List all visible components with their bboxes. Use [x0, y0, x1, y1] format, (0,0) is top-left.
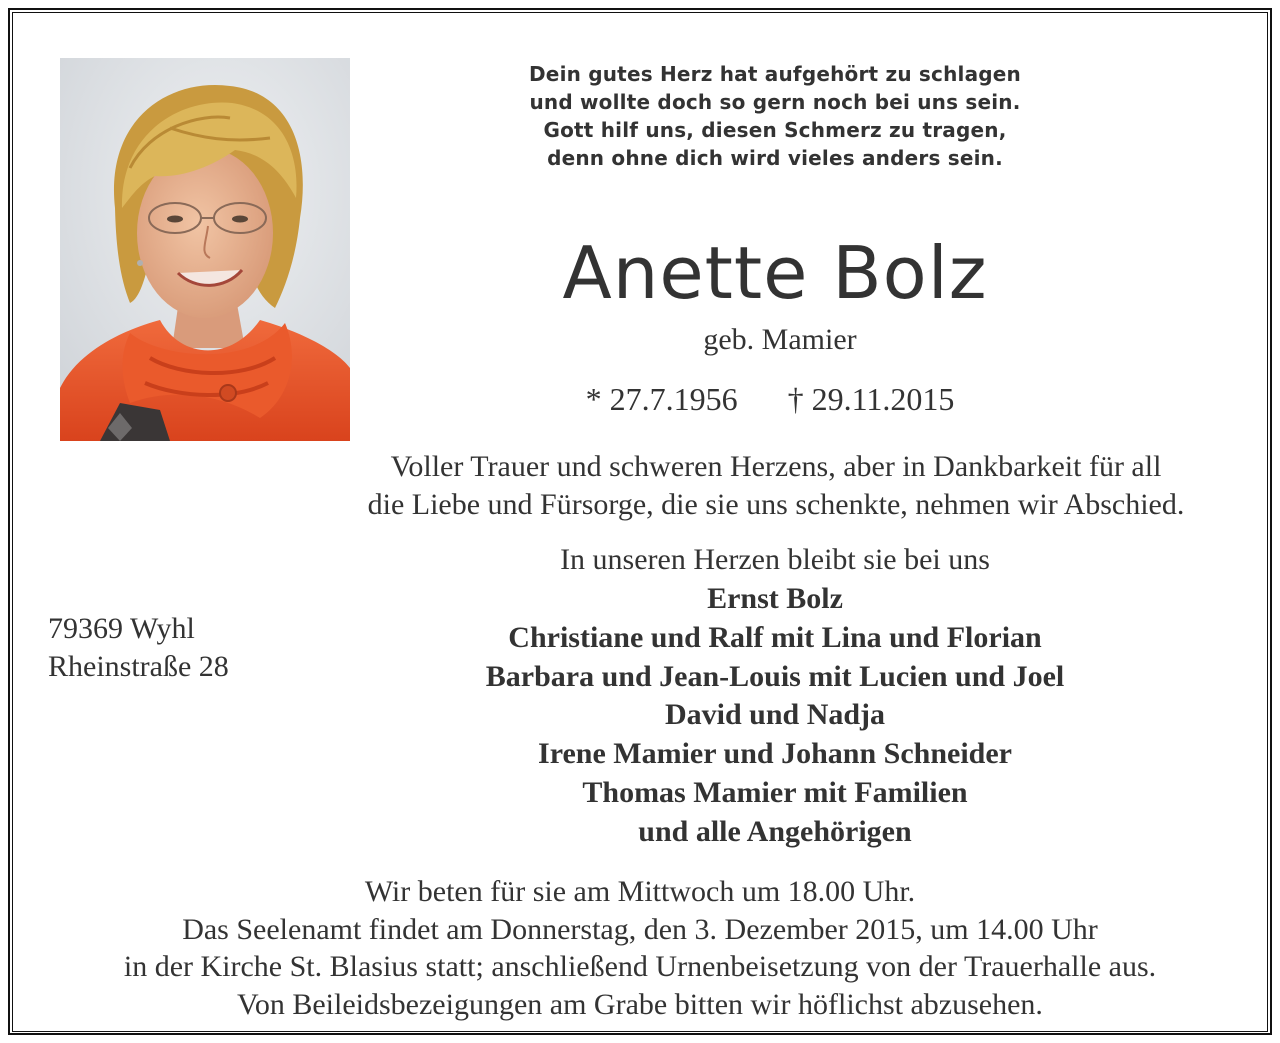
mourners-list	[410, 580, 1140, 852]
death-date: † 29.11.2015	[787, 381, 955, 417]
footer-line: in der Kirche St. Blasius statt; anschließend Urnenbeisetzung von der Trauerhalle aus.	[123, 950, 1157, 983]
mourner-line: Irene Mamier und Johann Schneider	[538, 737, 1012, 771]
address-street: Rheinstraße 28	[48, 650, 229, 683]
address-city: 79369 Wyhl	[48, 612, 195, 645]
deceased-name: Anette Bolz	[562, 231, 988, 315]
mourner-line: Thomas Mamier mit Familien	[582, 775, 968, 809]
mourner-line: Barbara und Jean-Louis mit Lucien und Joel	[485, 659, 1065, 693]
mourner-line: David und Nadja	[664, 698, 886, 732]
portrait-photo	[60, 58, 350, 441]
verse-line: und wollte doch so gern noch bei uns sein.	[529, 90, 1021, 114]
intro-text	[318, 448, 1234, 524]
family-address	[48, 610, 348, 686]
intro-line: Voller Trauer und schweren Herzens, aber in Dankbarkeit für all	[390, 450, 1162, 483]
footer-line: Das Seelenamt findet am Donnerstag, den 3. Dezember 2015, um 14.00 Uhr	[182, 912, 1098, 946]
birth-date: * 27.7.1956	[585, 381, 738, 417]
mourner-line: Ernst Bolz	[707, 582, 843, 615]
footer-line: Von Beileidsbezeigungen am Grabe bitten wir höflichst abzusehen.	[237, 987, 1043, 1021]
maiden-name: geb. Mamier	[703, 323, 857, 356]
life-dates	[520, 378, 1020, 420]
verse-line: Gott hilf uns, diesen Schmerz zu tragen,	[543, 118, 1007, 142]
mourner-line: Christiane und Ralf mit Lina und Florian	[508, 620, 1042, 654]
verse-line: denn ohne dich wird vieles anders sein.	[547, 146, 1003, 170]
service-information	[40, 873, 1240, 1023]
intro-line: die Liebe und Fürsorge, die sie uns schenkte, nehmen wir Abschied.	[367, 488, 1185, 521]
mourner-line: und alle Angehörigen	[638, 814, 912, 848]
memorial-verse	[440, 60, 1110, 172]
remembrance-line: In unseren Herzen bleibt sie bei uns	[560, 543, 990, 576]
footer-line: Wir beten für sie am Mittwoch um 18.00 Uhr.	[364, 875, 916, 908]
verse-line: Dein gutes Herz hat aufgehört zu schlagen	[529, 62, 1021, 86]
